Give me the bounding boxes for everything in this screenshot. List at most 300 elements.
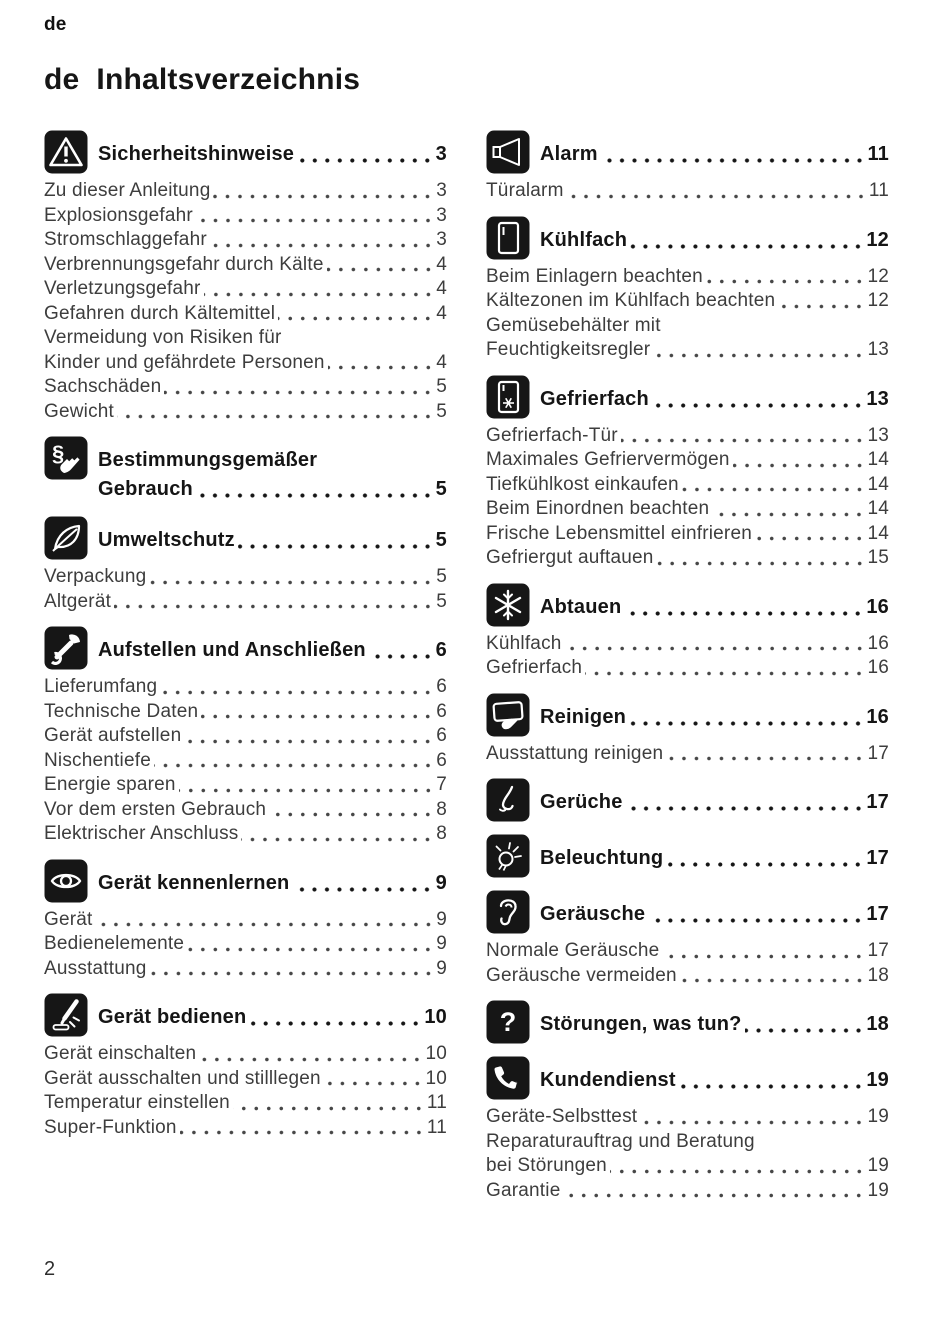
toc-section-stoerungen-was-tun	[486, 1000, 889, 1044]
toc-entry	[486, 338, 889, 363]
toc-section-gerueche	[486, 778, 889, 822]
dot-leader	[652, 403, 864, 408]
freezer-icon	[486, 375, 530, 419]
section-head	[486, 216, 889, 260]
toc-entry-label: Stromschlaggefahr	[44, 229, 207, 250]
toc-entry	[44, 1067, 447, 1092]
section-heading	[540, 1000, 889, 1039]
section-head	[44, 859, 447, 903]
toc-entry-page-number: 6	[436, 700, 447, 722]
toc-entry	[486, 448, 889, 473]
section-page-number: 6	[435, 639, 447, 661]
section-heading	[540, 834, 889, 873]
title-text: Inhaltsverzeichnis	[96, 63, 361, 96]
dot-leader	[149, 580, 434, 585]
section-title: Gerät kennenlernen	[98, 871, 290, 894]
dot-leader	[150, 971, 435, 976]
toc-section-bestimmungsgemaesser	[44, 436, 447, 504]
light-icon	[486, 834, 530, 878]
toc-entry-label: Beim Einordnen beachten	[486, 498, 710, 519]
section-page-number: 16	[866, 595, 889, 618]
section-heading	[98, 516, 447, 555]
dot-leader	[610, 1169, 866, 1174]
section-items	[486, 424, 889, 571]
toc-entry	[44, 228, 447, 253]
section-title: Störungen, was tun?	[540, 1013, 742, 1035]
toc-entry	[486, 632, 889, 657]
toc-section-gefrierfach	[486, 375, 889, 571]
section-items	[44, 1042, 447, 1140]
dot-leader	[567, 194, 867, 199]
toc-columns	[44, 130, 890, 1203]
toc-section-abtauen	[486, 583, 889, 681]
dot-leader	[585, 671, 865, 676]
section-head	[486, 834, 889, 878]
section-heading	[98, 130, 447, 169]
toc-entry-page-number: 9	[436, 957, 447, 979]
section-title-row	[98, 869, 447, 898]
section-title: Gerüche	[540, 791, 623, 813]
toc-entry-page-number: 3	[436, 180, 447, 201]
toc-entry-label: Gerät ausschalten und stilllegen	[44, 1067, 321, 1089]
section-items	[486, 939, 889, 988]
toc-entry-label: Türalarm	[486, 180, 564, 201]
dot-leader	[179, 788, 435, 793]
toc-entry-page-number: 19	[867, 1106, 889, 1127]
toc-section-umweltschutz	[44, 516, 447, 614]
section-items	[44, 675, 447, 847]
dot-leader	[297, 158, 434, 163]
section-head	[44, 516, 447, 560]
section-page-number: 5	[435, 529, 447, 551]
toc-entry-page-number: 7	[436, 774, 447, 795]
section-page-number: 9	[435, 871, 447, 894]
section-page-number: 13	[866, 387, 889, 410]
dot-leader	[682, 487, 866, 492]
dot-leader	[292, 887, 433, 892]
toc-entry-label: Bedienelemente	[44, 933, 185, 954]
toc-entry	[486, 522, 889, 547]
dot-leader	[755, 536, 865, 541]
toc-entry-label: Sachschäden	[44, 376, 162, 397]
toc-entry-page-number: 5	[436, 376, 447, 397]
toc-entry-page-number: 6	[436, 749, 447, 771]
section-heading	[540, 130, 889, 169]
section-title: Sicherheitshinweise	[98, 143, 295, 165]
toc-entry	[44, 822, 447, 847]
dot-leader	[733, 463, 866, 468]
alarm-icon	[486, 130, 530, 174]
section-title: Abtauen	[540, 595, 622, 618]
toc-entry	[44, 700, 447, 725]
toc-entry-label: Altgerät	[44, 590, 112, 612]
fridge-icon	[486, 216, 530, 260]
toc-entry-label: Gerät einschalten	[44, 1043, 197, 1064]
toc-entry	[44, 675, 447, 700]
toc-entry-label: Geräusche vermeiden	[486, 964, 677, 986]
toc-entry	[44, 565, 447, 590]
toc-entry-label: Kältezonen im Kühlfach beachten	[486, 290, 776, 311]
toc-entry-label: Garantie	[486, 1179, 561, 1201]
section-page-number: 18	[866, 1013, 889, 1035]
toc-entry-label: Elektrischer Anschluss	[44, 823, 239, 844]
section-head	[486, 890, 889, 934]
toc-entry-label: Gerät aufstellen	[44, 725, 182, 746]
toc-entry-label: Super-Funktion	[44, 1116, 177, 1138]
section-title: Kühlfach	[540, 228, 628, 251]
toc-entry-label: Ausstattung reinigen	[486, 742, 664, 764]
toc-entry	[44, 302, 447, 327]
toc-entry-page-number: 3	[436, 204, 447, 226]
toc-entry	[44, 375, 447, 400]
toc-entry	[44, 590, 447, 615]
section-heading	[98, 993, 447, 1032]
toc-section-beleuchtung	[486, 834, 889, 878]
section-title-row	[98, 140, 447, 169]
toc-entry-label: Gefrierfach	[486, 657, 583, 678]
section-items	[486, 179, 889, 204]
dot-leader	[630, 244, 864, 249]
toc-entry-page-number: 4	[436, 351, 447, 373]
section-items	[486, 632, 889, 681]
toc-column-right	[486, 130, 889, 1203]
toc-entry-page-number: 17	[867, 940, 889, 961]
toc-entry	[486, 473, 889, 498]
toc-entry	[486, 179, 889, 204]
section-page-number: 11	[867, 143, 889, 165]
section-head	[486, 375, 889, 419]
section-page-number: 17	[866, 847, 889, 869]
section-title: Gerät bedienen	[98, 1006, 247, 1028]
dot-leader	[621, 438, 866, 443]
toc-entry-page-number: 11	[426, 1092, 447, 1113]
dot-leader	[114, 604, 434, 609]
section-page-number: 16	[866, 705, 889, 728]
section-title-row	[540, 1066, 889, 1095]
toc-entry	[486, 265, 889, 290]
dot-leader	[680, 978, 866, 983]
toc-entry	[44, 1116, 447, 1141]
dot-leader	[328, 365, 435, 370]
dot-leader	[629, 721, 864, 726]
environment-icon	[44, 516, 88, 560]
toc-entry-page-number: 15	[867, 547, 889, 568]
toc-entry-page-number: 8	[436, 798, 447, 820]
toc-section-aufstellen-und-anschliessen	[44, 626, 447, 847]
section-title-row	[540, 703, 889, 732]
section-head	[486, 583, 889, 627]
dot-leader	[640, 1120, 865, 1125]
warning-icon	[44, 130, 88, 174]
toc-entry-page-number: 19	[867, 1155, 889, 1176]
toc-entry	[44, 1091, 447, 1116]
section-head	[486, 1056, 889, 1100]
toc-entry-page-number: 13	[867, 424, 889, 446]
toc-entry-label: Gefrierfach-Tür	[486, 424, 618, 446]
toc-entry-label: Verpackung	[44, 566, 147, 587]
dot-leader	[233, 1106, 425, 1111]
section-title-row	[98, 1003, 447, 1032]
dot-leader	[745, 1028, 865, 1033]
toc-section-kuehlfach	[486, 216, 889, 363]
dot-leader	[657, 561, 866, 566]
toc-entry	[486, 742, 889, 767]
toc-entry-label: Gewicht	[44, 400, 115, 422]
section-title-line1: Bestimmungsgemäßer	[98, 449, 318, 471]
noise-icon	[486, 890, 530, 934]
toc-entry-label: Kühlfach	[486, 632, 562, 654]
cleaning-icon	[486, 693, 530, 737]
toc-entry-label: Tiefkühlkost einkaufen	[486, 473, 679, 495]
toc-entry-page-number: 5	[436, 566, 447, 587]
dot-leader	[164, 390, 434, 395]
section-page-number: 3	[435, 143, 447, 165]
dot-leader	[269, 812, 434, 817]
section-title: Aufstellen und Anschließen	[98, 639, 366, 661]
section-head	[44, 626, 447, 670]
appliance-icon	[44, 859, 88, 903]
toc-entry-page-number: 6	[436, 676, 447, 697]
toc-entry-page-number: 12	[867, 265, 889, 287]
dot-leader	[241, 837, 434, 842]
dot-leader	[278, 316, 434, 321]
section-heading	[540, 375, 889, 414]
section-title: Alarm	[540, 143, 598, 165]
section-title-row	[540, 226, 889, 255]
dot-leader	[712, 512, 865, 517]
section-heading	[98, 859, 447, 898]
section-heading	[540, 1056, 889, 1095]
toc-entry	[44, 253, 447, 278]
operation-icon	[44, 993, 88, 1037]
dot-leader	[563, 1193, 865, 1198]
page-title	[44, 63, 890, 97]
toc-entry-page-number: 10	[425, 1067, 447, 1089]
dot-leader	[666, 756, 865, 761]
section-head	[44, 436, 447, 504]
toc-entry-page-number: 14	[867, 473, 889, 495]
section-heading	[540, 216, 889, 255]
toc-entry-page-number: 14	[867, 498, 889, 519]
toc-entry	[44, 351, 447, 376]
section-page-number: 17	[866, 791, 889, 813]
svg-text:?: ?	[499, 1007, 517, 1037]
toc-entry	[486, 1179, 889, 1204]
toc-entry-label: Maximales Gefriervermögen	[486, 449, 730, 470]
toc-entry	[486, 546, 889, 571]
section-title: Beleuchtung	[540, 847, 664, 869]
dot-leader	[666, 862, 864, 867]
section-head	[486, 778, 889, 822]
toc-entry-page-number: 3	[436, 229, 447, 250]
toc-entry-label: bei Störungen	[486, 1155, 607, 1176]
section-title-row	[540, 788, 889, 817]
toc-entry-label: Beim Einlagern beachten	[486, 265, 703, 287]
section-title-row	[540, 385, 889, 414]
dot-leader	[210, 243, 434, 248]
dot-leader	[662, 954, 865, 959]
toc-entry-label: Feuchtigkeitsregler	[486, 339, 651, 360]
toc-entry	[486, 1154, 889, 1179]
section-items	[44, 908, 447, 982]
section-items	[486, 742, 889, 767]
toc-entry-page-number: 13	[867, 339, 889, 360]
section-page-number: 12	[866, 228, 889, 251]
toc-entry-label: Explosionsgefahr	[44, 204, 193, 226]
section-title: Gefrierfach	[540, 387, 649, 410]
section-head	[486, 1000, 889, 1044]
section-page-number: 10	[424, 1006, 447, 1028]
dot-leader	[327, 267, 435, 272]
section-title: Reinigen	[540, 705, 627, 728]
toc-entry-page-number: 5	[436, 590, 447, 612]
dot-leader	[249, 1021, 422, 1026]
toc-entry-page-number: 14	[867, 449, 889, 470]
section-page-number: 5	[435, 478, 447, 500]
dot-leader	[96, 922, 435, 927]
toc-entry-label: Verletzungsgefahr	[44, 278, 201, 299]
dot-leader	[196, 493, 434, 498]
dot-leader	[626, 806, 865, 811]
intended-use-icon	[44, 436, 88, 480]
dot-leader	[648, 918, 864, 923]
toc-entry-label: Temperatur einstellen	[44, 1092, 230, 1113]
toc-entry-line1: Gemüsebehälter mit	[486, 314, 661, 336]
toc-entry	[486, 656, 889, 681]
section-title: Kundendienst	[540, 1069, 676, 1091]
page-number: 2	[44, 1258, 56, 1280]
toc-entry	[44, 908, 447, 933]
toc-entry-page-number: 4	[436, 302, 447, 324]
section-page-number: 17	[866, 903, 889, 925]
dot-leader	[196, 218, 434, 223]
toc-entry-label: Verbrennungsgefahr durch Kälte	[44, 253, 324, 275]
toc-entry-page-number: 14	[867, 522, 889, 544]
toc-entry	[486, 497, 889, 522]
section-items	[486, 265, 889, 363]
toc-entry	[44, 179, 447, 204]
toc-section-geraet-kennenlernen	[44, 859, 447, 982]
toc-entry	[486, 964, 889, 989]
dot-leader	[204, 292, 435, 297]
dot-leader	[324, 1081, 424, 1086]
toc-entry-page-number: 4	[436, 278, 447, 299]
toc-entry-label: Geräte-Selbsttest	[486, 1106, 638, 1127]
toc-entry-label: Gerät	[44, 908, 93, 930]
toc-entry	[44, 724, 447, 749]
dot-leader	[154, 763, 434, 768]
toc-entry-page-number: 11	[868, 180, 889, 201]
section-title-row	[540, 900, 889, 929]
dot-leader	[160, 690, 434, 695]
toc-entry	[486, 289, 889, 314]
toc-section-alarm	[486, 130, 889, 204]
section-title-row	[540, 844, 889, 873]
section-head	[44, 993, 447, 1037]
toc-section-kundendienst	[486, 1056, 889, 1203]
toc-entry-page-number: 11	[426, 1116, 447, 1138]
toc-entry-page-number: 9	[436, 933, 447, 954]
toc-entry-label: Frische Lebensmittel einfrieren	[486, 522, 752, 544]
toc-entry-line1: Vermeidung von Risiken für	[44, 327, 282, 348]
section-heading	[540, 778, 889, 817]
toc-entry	[44, 204, 447, 229]
toc-entry-page-number: 17	[867, 742, 889, 764]
toc-entry-page-number: 5	[436, 400, 447, 422]
dot-leader	[180, 1130, 425, 1135]
toc-section-reinigen	[486, 693, 889, 767]
dot-leader	[565, 646, 866, 651]
toc-section-geraet-bedienen	[44, 993, 447, 1140]
section-title: Geräusche	[540, 903, 646, 925]
installation-icon	[44, 626, 88, 670]
toc-section-geraeusche	[486, 890, 889, 988]
section-title: Gebrauch	[98, 478, 193, 500]
section-head	[486, 693, 889, 737]
dot-leader	[624, 611, 864, 616]
toc-entry	[486, 1105, 889, 1130]
toc-entry-label: Technische Daten	[44, 700, 199, 722]
toc-section-sicherheitshinweise	[44, 130, 447, 424]
title-lang-prefix: de	[44, 63, 80, 96]
dot-leader	[679, 1084, 865, 1089]
toc-entry-line1: Reparaturauftrag und Beratung	[486, 1130, 755, 1152]
toc-entry-label: Energie sparen	[44, 774, 176, 795]
toc-entry-label: Nischentiefe	[44, 749, 151, 771]
toc-entry	[44, 932, 447, 957]
dot-leader	[201, 714, 434, 719]
toc-entry-label: Kinder und gefährdete Personen	[44, 351, 325, 373]
dot-leader	[117, 414, 434, 419]
toc-column-left	[44, 130, 447, 1203]
section-title-row	[98, 475, 447, 504]
toc-entry-page-number: 9	[436, 908, 447, 930]
section-head	[486, 130, 889, 174]
toc-entry-page-number: 4	[436, 253, 447, 275]
toc-entry-page-number: 12	[867, 290, 889, 311]
section-title: Umweltschutz	[98, 529, 235, 551]
section-items	[44, 565, 447, 614]
toc-entry-page-number: 16	[867, 657, 889, 678]
section-heading	[98, 436, 447, 504]
section-heading	[540, 890, 889, 929]
toc-entry	[44, 798, 447, 823]
section-items	[44, 179, 447, 424]
dot-leader	[706, 279, 866, 284]
toc-entry-label: Vor dem ersten Gebrauch	[44, 798, 267, 820]
section-heading	[540, 693, 889, 732]
service-icon	[486, 1056, 530, 1100]
section-items	[486, 1105, 889, 1203]
dot-leader	[653, 353, 865, 358]
section-title-row	[98, 526, 447, 555]
section-heading	[98, 626, 447, 665]
trouble-icon	[486, 1000, 530, 1044]
section-title-row	[98, 636, 447, 665]
dot-leader	[187, 947, 434, 952]
language-tag: de	[44, 14, 67, 35]
toc-entry	[44, 400, 447, 425]
dot-leader	[369, 654, 434, 659]
dot-leader	[778, 304, 865, 309]
toc-entry	[486, 939, 889, 964]
section-page-number: 19	[866, 1069, 889, 1091]
section-heading	[540, 583, 889, 622]
dot-leader	[184, 739, 434, 744]
section-head	[44, 130, 447, 174]
toc-entry	[44, 749, 447, 774]
dot-leader	[199, 1057, 423, 1062]
